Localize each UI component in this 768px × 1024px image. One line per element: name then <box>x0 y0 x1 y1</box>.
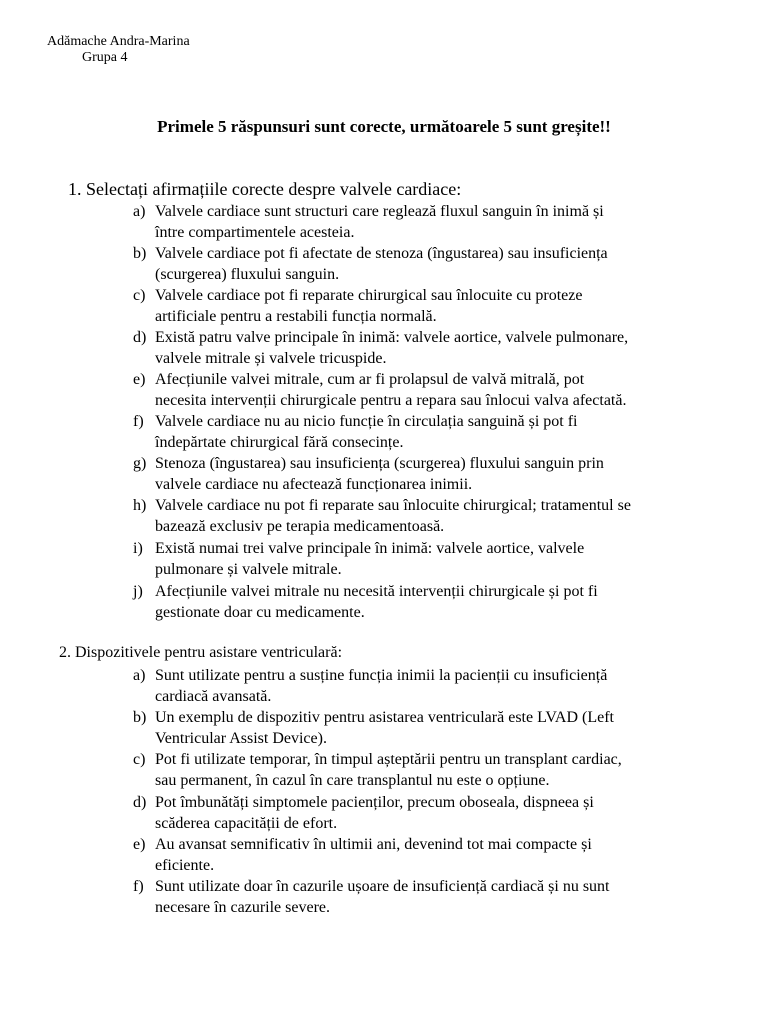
option-text: Sunt utilizate doar în cazurile ușoare de insuficiență cardiacă și nu sunt necesare în cazurile severe. <box>155 878 610 916</box>
option-letter: e) <box>133 836 146 853</box>
option-text: Stenoza (îngustarea) sau insuficiența (scurgerea) fluxului sanguin prin valvele cardiace nu afectează funcționarea inimii. <box>155 455 604 493</box>
question-2-title: 2. Dispozitivele pentru asistare ventriculară: <box>59 644 343 661</box>
option-text: Pot fi utilizate temporar, în timpul așteptării pentru un transplant cardiac, sau permanent, în cazul în care transplantul nu este o opțiune. <box>155 751 622 789</box>
option-letter: b) <box>133 245 147 262</box>
option-text: Un exemplu de dispozitiv pentru asistarea ventriculară este LVAD (Left Ventricular Assist Device). <box>155 709 614 747</box>
option-letter: c) <box>133 287 146 304</box>
option-letter: f) <box>133 413 144 430</box>
group-label: Grupa 4 <box>82 50 128 65</box>
option-letter: f) <box>133 878 144 895</box>
option-letter: e) <box>133 371 146 388</box>
option-letter: b) <box>133 709 147 726</box>
option-text: Au avansat semnificativ în ultimii ani, devenind tot mai compacte și eficiente. <box>155 836 592 874</box>
option-letter: h) <box>133 497 147 514</box>
option-letter: a) <box>133 203 146 220</box>
option-text: Există numai trei valve principale în inimă: valvele aortice, valvele pulmonare și valvele mitrale. <box>155 540 585 578</box>
option-letter: c) <box>133 751 146 768</box>
option-letter: g) <box>133 455 147 472</box>
option-letter: d) <box>133 329 147 346</box>
option-letter: d) <box>133 794 147 811</box>
option-text: Valvele cardiace nu au nicio funcție în circulația sanguină și pot fi îndepărtate chirurgical fără consecințe. <box>155 413 578 451</box>
author-name: Adămache Andra-Marina <box>47 34 190 49</box>
option-letter: j) <box>133 583 143 600</box>
option-text: Sunt utilizate pentru a susține funcția inimii la pacienții cu insuficiență cardiacă avansată. <box>155 667 608 705</box>
option-text: Valvele cardiace nu pot fi reparate sau înlocuite chirurgical; tratamentul se bazează exclusiv pe terapia medicamentoasă. <box>155 497 631 535</box>
option-text: Afecțiunile valvei mitrale nu necesită intervenții chirurgicale și pot fi gestionate doar cu medicamente. <box>155 583 598 621</box>
option-letter: a) <box>133 667 146 684</box>
option-letter: i) <box>133 540 143 557</box>
option-text: Valvele cardiace sunt structuri care reglează fluxul sanguin în inimă și între compartimentele acesteia. <box>155 203 604 241</box>
option-text: Valvele cardiace pot fi reparate chirurgical sau înlocuite cu proteze artificiale pentru a restabili funcția normală. <box>155 287 583 325</box>
question-1-title: 1. Selectați afirmațiile corecte despre valvele cardiace: <box>68 179 462 199</box>
page-headline: Primele 5 răspunsuri sunt corecte, următoarele 5 sunt greșite!! <box>157 117 611 136</box>
option-text: Afecțiunile valvei mitrale, cum ar fi prolapsul de valvă mitrală, pot necesita intervenții chirurgicale pentru a repara sau înlocui valva afectată. <box>155 371 627 409</box>
option-text: Valvele cardiace pot fi afectate de stenoza (îngustarea) sau insuficiența (scurgerea) fluxului sanguin. <box>155 245 608 283</box>
option-text: Există patru valve principale în inimă: valvele aortice, valvele pulmonare, valvele mitrale și valvele tricuspide. <box>155 329 629 367</box>
option-text: Pot îmbunătăți simptomele pacienților, precum oboseala, dispneea și scăderea capacității de efort. <box>155 794 594 832</box>
